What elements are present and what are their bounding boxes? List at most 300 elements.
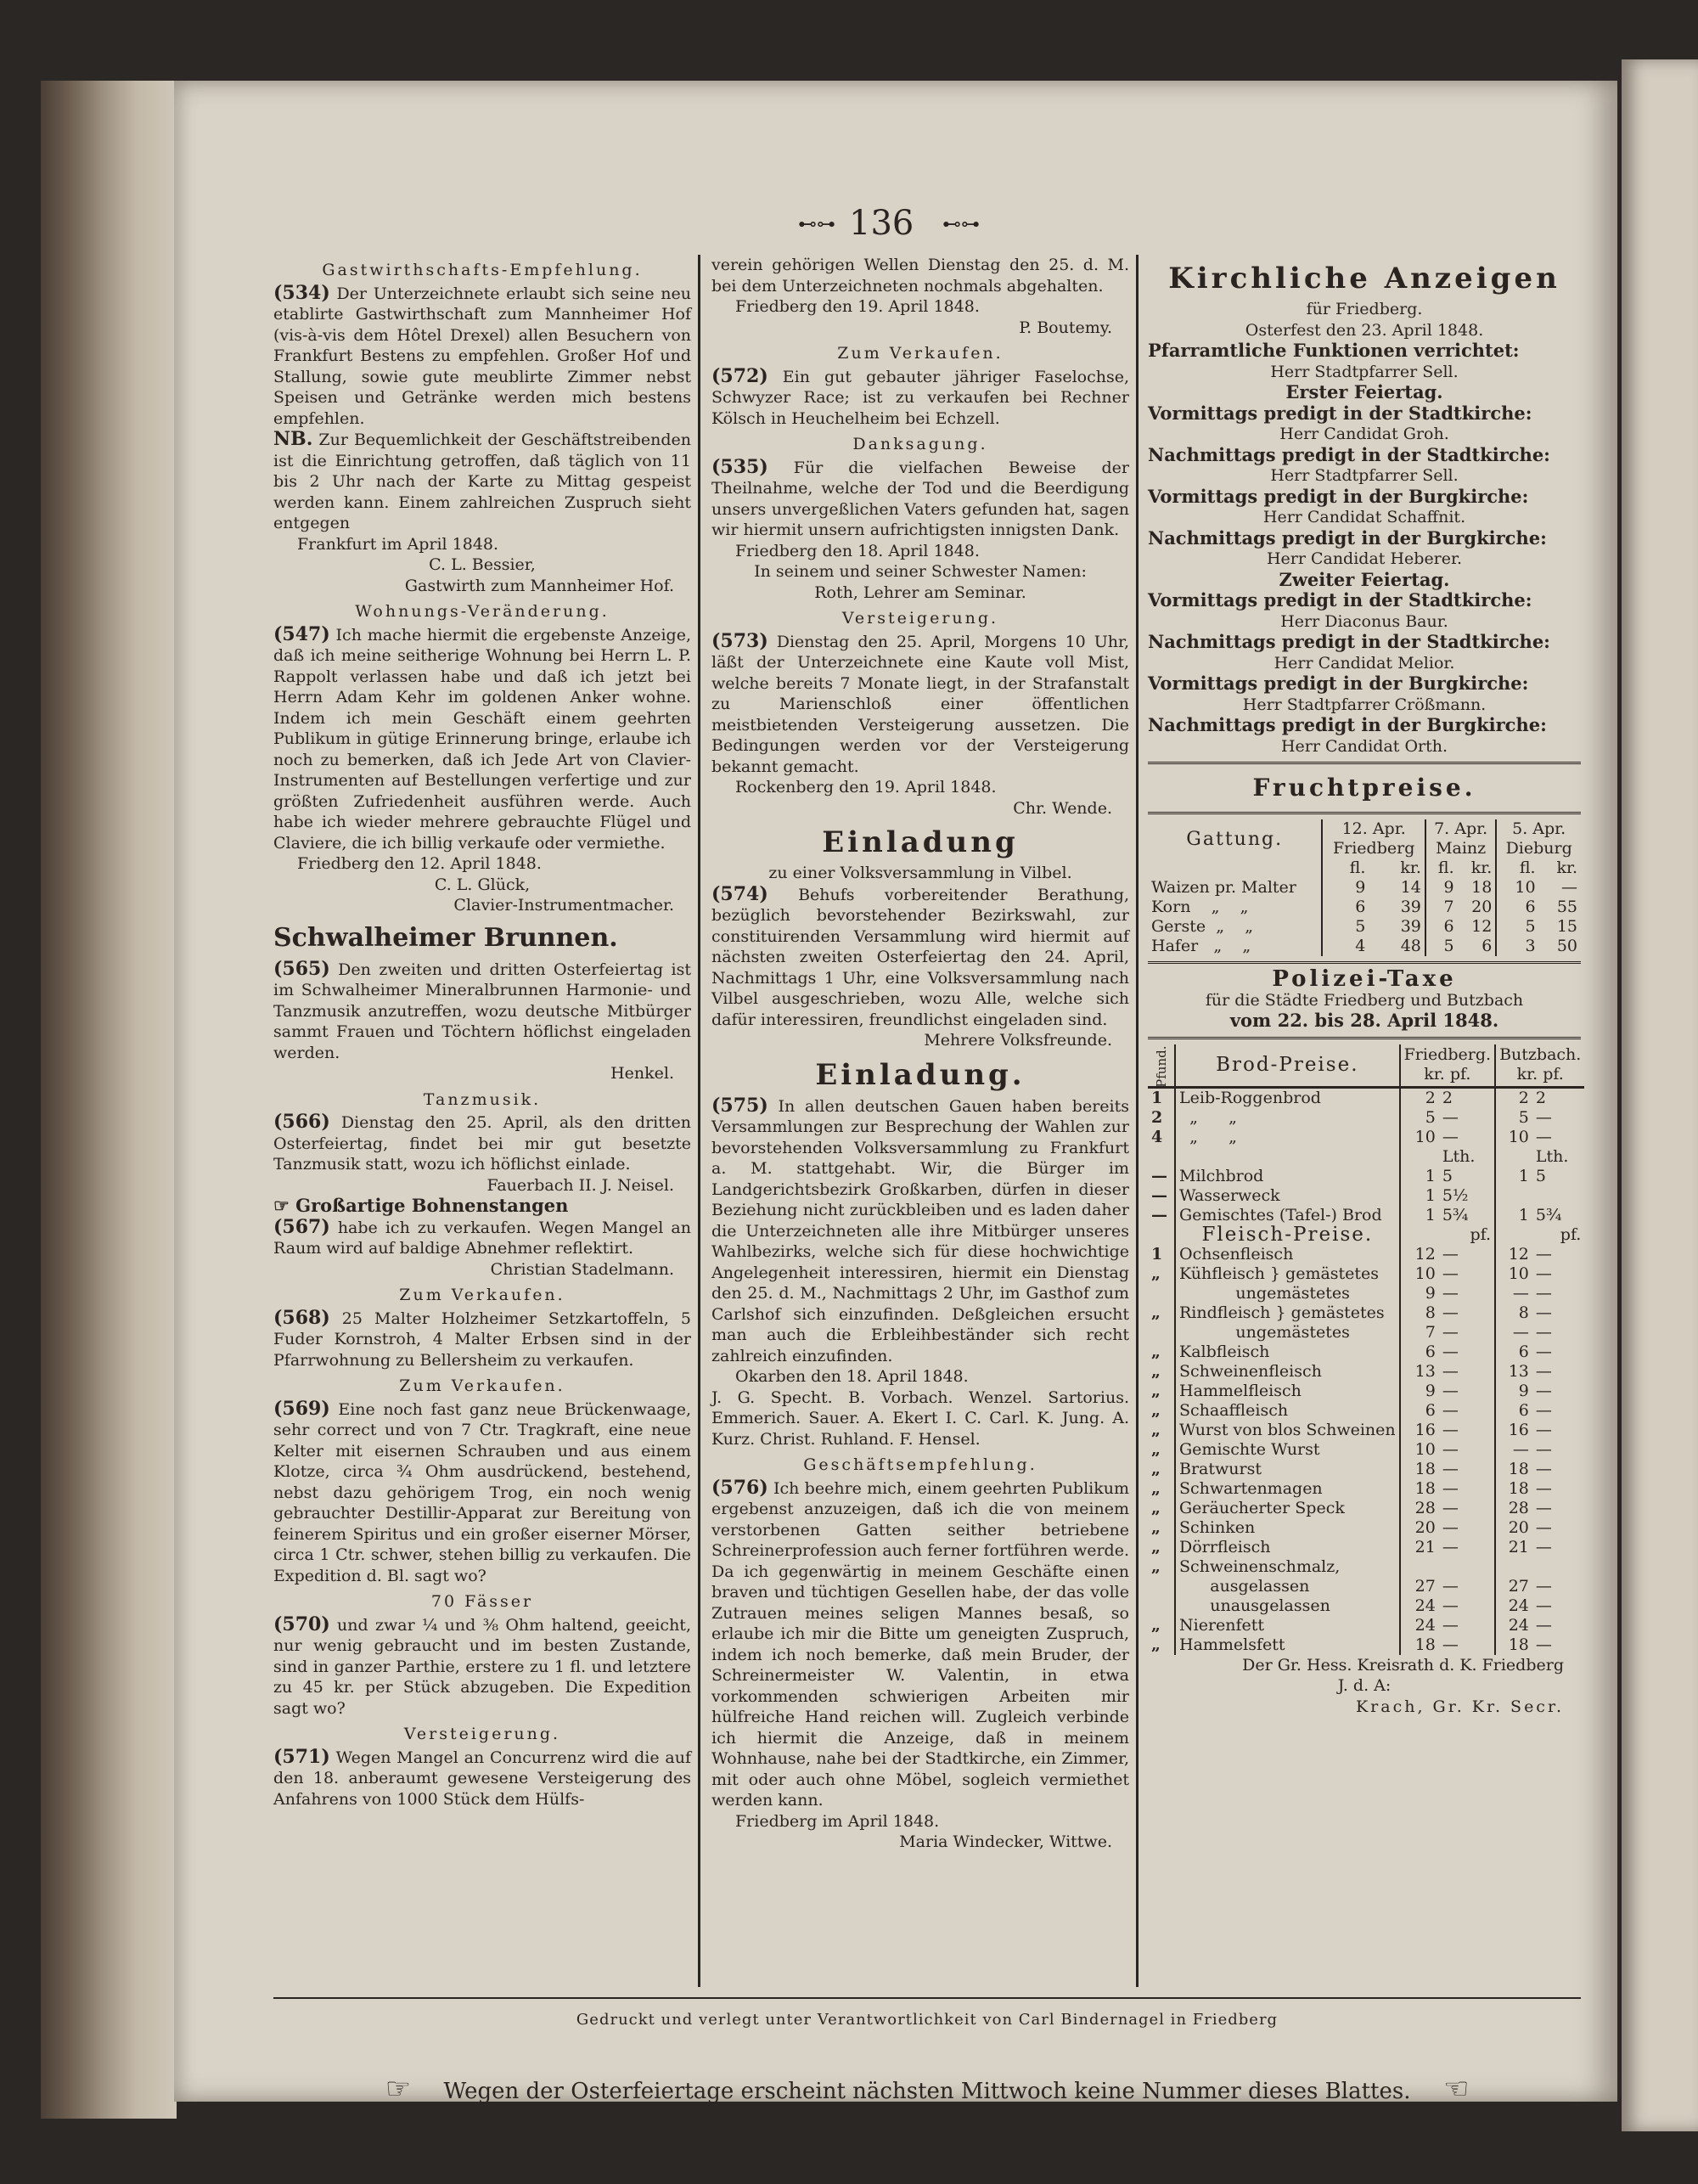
table-row	[1148, 1401, 1584, 1421]
text-line: Roth, Lehrer am Seminar.	[814, 583, 1026, 602]
price-cell: —	[1442, 1615, 1459, 1635]
price-cell: —	[1535, 1596, 1552, 1615]
unit-label: kr. pf.	[1424, 1065, 1471, 1084]
price-cell: —	[1442, 1537, 1459, 1556]
unit-label: kr.	[1400, 858, 1421, 877]
price-cell: —	[1535, 1459, 1552, 1478]
table-row	[1148, 1421, 1584, 1440]
column-middle	[711, 255, 1129, 1853]
table-row	[1148, 1167, 1584, 1186]
ad-number: (576)	[711, 1476, 768, 1499]
price-cell: 39	[1400, 898, 1421, 916]
price-cell: 6	[1482, 937, 1493, 955]
price-cell: 48	[1400, 937, 1421, 955]
text-line: Frankfurt im April 1848.	[297, 534, 499, 554]
price-cell: 9	[1400, 1382, 1439, 1401]
table-row	[1148, 1440, 1584, 1460]
quantity: „	[1151, 1342, 1161, 1361]
price-cell: 1	[1400, 1167, 1439, 1186]
table-row	[1148, 1087, 1584, 1108]
ad-text: In allen deutschen Gauen haben bereits Versammlungen zur Besprechung der Wahlen zur bevorstehenden Volksversammlung zu Frankfurt a. M. stattgehabt. Wir, die Bürger im Landgerichtsbezirk Großkarben, dürfen in dieser Beziehung nicht zurückbleiben und es laden daher die Unterzeichneten alle ihre Mitbürger unseres Wahlbezirks, welche sich für diese hochwichtige Angelegenheit interessiren, hiermit ein Dienstag den 25. d. M., Nachmittags 2 Uhr, im Gasthof zum Carlshof sich einzufinden. Deßgleichen ersucht man auch die Erbleihbeständer sich recht zahlreich einzufinden.	[711, 1096, 1129, 1365]
price-cell: —	[1442, 1517, 1459, 1537]
ad-number: (569)	[273, 1397, 330, 1420]
unit-label: fl.	[1322, 858, 1369, 878]
quantity: „	[1151, 1381, 1161, 1400]
price-cell: 8	[1400, 1303, 1439, 1323]
quantity: „	[1151, 1361, 1161, 1381]
text-line: Herr Candidat Heberer.	[1266, 549, 1463, 568]
price-cell: —	[1442, 1420, 1459, 1439]
price-cell: 6	[1495, 1401, 1532, 1421]
advertisement	[273, 1399, 691, 1587]
price-cell: 9	[1400, 1284, 1439, 1303]
price-cell: 5	[1400, 1108, 1439, 1128]
page-stack-edge	[41, 81, 177, 2119]
price-cell: 16	[1495, 1421, 1532, 1440]
quantity: „	[1151, 1400, 1161, 1420]
text-line: Pfarramtliche Funktionen verrichtet:	[1148, 340, 1520, 361]
price-cell: 7	[1425, 898, 1458, 917]
imprint: Gedruckt und verlegt unter Verantwortlichkeit von Carl Bindernagel in Friedberg	[576, 2011, 1279, 2029]
ad-number: (575)	[711, 1094, 768, 1117]
price-cell: 5½	[1442, 1185, 1469, 1205]
price-cell: 2	[1442, 1088, 1453, 1107]
unit-label: pf.	[1470, 1224, 1492, 1244]
section-heading: Erster Feiertag.	[1285, 381, 1443, 402]
price-cell: 5¾	[1535, 1205, 1562, 1224]
place-header: Mainz	[1425, 839, 1496, 858]
text-line: In seinem und seiner Schwester Namen:	[754, 562, 1087, 581]
ornament-right: ⊷⊶	[942, 214, 980, 235]
grain-type: Waizen pr. Malter	[1151, 878, 1296, 897]
price-cell: 10	[1400, 1440, 1439, 1460]
item-name: Wurst von blos Schweinen	[1175, 1421, 1400, 1440]
quantity: „	[1151, 1635, 1161, 1654]
city-header	[1495, 1044, 1584, 1088]
table-row	[1148, 1303, 1584, 1323]
section-heading: Wohnungs-Veränderung.	[355, 602, 610, 621]
price-cell: 10	[1496, 878, 1538, 898]
unit-label: kr. pf.	[1516, 1065, 1564, 1084]
price-cell: 50	[1556, 937, 1577, 955]
item-name: Geräucherter Speck	[1175, 1499, 1400, 1518]
pointing-hand-icon: ☞	[1442, 2072, 1470, 2106]
item-name: ungemästetes	[1175, 1323, 1400, 1342]
price-cell: —	[1442, 1283, 1459, 1303]
text-line: C. L. Glück,	[434, 875, 531, 894]
price-cell: 5	[1322, 917, 1369, 937]
price-cell: —	[1495, 1284, 1532, 1303]
ad-number: (547)	[273, 622, 330, 645]
price-cell: 18	[1495, 1479, 1532, 1499]
price-cell: —	[1535, 1127, 1552, 1146]
price-cell: 24	[1400, 1616, 1439, 1635]
text-line: zu einer Volksversammlung in Vilbel.	[768, 864, 1072, 882]
table-row	[1148, 878, 1581, 898]
price-cell: —	[1535, 1478, 1552, 1498]
ad-number: (567)	[273, 1215, 330, 1238]
price-cell: 10	[1495, 1128, 1532, 1147]
price-cell: —	[1442, 1107, 1459, 1127]
price-cell: 18	[1471, 878, 1493, 897]
advertisement	[711, 631, 1129, 778]
text-line: Nachmittags predigt in der Stadtkirche:	[1148, 631, 1550, 652]
notice-text: Wegen der Osterfeiertage erscheint nächsten Mittwoch keine Nummer dieses Blattes.	[443, 2079, 1411, 2104]
text-line: Henkel.	[610, 1064, 674, 1083]
text-line: Clavier-Instrumentmacher.	[453, 896, 674, 915]
ad-text: Der Unterzeichnete erlaubt sich seine neu etablirte Gastwirthschaft zum Mannheimer Hof (vis-à-vis dem Hôtel Drexel) allen Besuchern von Frankfurt Bestens zu empfehlen. Großer Hof und Stallung, sowie gute meublirte Zimmer nebst Speisen und Getränke werden mich bestens empfehlen.	[273, 284, 691, 428]
quantity: „	[1151, 1537, 1161, 1556]
section-heading: Tanzmusik.	[423, 1089, 542, 1109]
text-line: Vormittags predigt in der Burgkirche:	[1148, 673, 1529, 694]
item-name: unausgelassen	[1175, 1596, 1400, 1616]
price-cell: —	[1535, 1400, 1552, 1420]
advertisement	[273, 1308, 691, 1371]
ad-number: NB.	[273, 428, 313, 450]
price-cell: —	[1442, 1459, 1459, 1478]
quantity: „	[1151, 1303, 1161, 1322]
price-cell: 16	[1400, 1421, 1439, 1440]
price-cell: 5	[1495, 1108, 1532, 1128]
place-header: Friedberg	[1322, 839, 1425, 858]
price-cell	[1495, 1186, 1532, 1206]
police-tax-title: Polizei-Taxe	[1272, 966, 1457, 992]
ad-text: verein gehörigen Wellen Dienstag den 25. d. M. bei dem Unterzeichneten nochmals abgehalten.	[711, 256, 1129, 296]
ad-number: (572)	[711, 364, 768, 387]
type-header: Gattung.	[1186, 828, 1284, 850]
table-row	[1148, 1557, 1584, 1577]
price-cell: 27	[1495, 1577, 1532, 1596]
price-cell: —	[1442, 1576, 1459, 1596]
divider	[1148, 762, 1581, 764]
text-line: Herr Candidat Orth.	[1280, 736, 1448, 756]
section-heading: Gastwirthschafts-Empfehlung.	[322, 261, 643, 279]
table-row	[1148, 1128, 1584, 1147]
section-heading: Versteigerung.	[403, 1725, 561, 1743]
section-heading: Zweiter Feiertag.	[1279, 568, 1450, 590]
ad-text: Für die vielfachen Beweise der Theilnahme, welche der Tod und die Beerdigung unsers unvergeßlichen Vaters gefunden hat, sagen wir hiermit unsern aufrichtigsten innigsten Dank.	[711, 458, 1129, 539]
text-line: Osterfest den 23. April 1848.	[1245, 320, 1484, 340]
text-line: Herr Candidat Groh.	[1279, 425, 1449, 443]
quantity: 1	[1151, 1244, 1163, 1264]
price-cell: 6	[1425, 917, 1458, 937]
ad-number: (573)	[711, 629, 768, 652]
table-row	[1148, 937, 1581, 956]
item-name: Ochsenfleisch	[1175, 1245, 1400, 1264]
table-row	[1148, 1460, 1584, 1479]
price-cell: —	[1561, 878, 1577, 897]
quantity	[1148, 1284, 1175, 1303]
table-row	[1148, 1479, 1584, 1499]
advertisement	[711, 884, 1129, 1031]
advertisement	[711, 457, 1129, 541]
fruit-prices-title: Fruchtpreise.	[1252, 774, 1476, 802]
text-line: Vormittags predigt in der Stadtkirche:	[1148, 402, 1532, 424]
quantity: —	[1151, 1166, 1167, 1185]
item-name: ausgelassen	[1175, 1577, 1400, 1596]
price-cell: —	[1535, 1537, 1552, 1556]
quantity: „	[1151, 1420, 1161, 1439]
item-name: Nierenfett	[1175, 1616, 1400, 1635]
table-row	[1148, 1206, 1584, 1225]
text-line: Herr Candidat Melior.	[1274, 653, 1455, 673]
date-header: 5. Apr.	[1496, 819, 1581, 839]
price-cell: —	[1495, 1440, 1532, 1460]
church-notices	[1148, 260, 1581, 757]
quantity: 4	[1151, 1127, 1163, 1146]
price-cell: 20	[1471, 898, 1493, 916]
city-header	[1400, 1044, 1495, 1088]
city-name: Butzbach.	[1499, 1045, 1582, 1065]
ad-text: Ein gut gebauter jähriger Faselochse, Schwyzer Race; ist zu verkaufen bei Rechner Kölsch in Heuchelheim bei Echzell.	[711, 367, 1129, 428]
text-line: Friedberg den 12. April 1848.	[297, 854, 542, 873]
price-cell: —	[1535, 1576, 1552, 1596]
price-cell: —	[1442, 1498, 1459, 1517]
text-line: Maria Windecker, Wittwe.	[899, 1832, 1112, 1851]
advertisement	[273, 429, 691, 534]
place-header: Dieburg	[1496, 839, 1581, 858]
ad-text: habe ich zu verkaufen. Wegen Mangel an Raum wird auf baldige Abnehmer reflektirt.	[273, 1218, 691, 1258]
item-name: Schwartenmagen	[1175, 1479, 1400, 1499]
item-name: Bratwurst	[1175, 1460, 1400, 1479]
advertisement	[273, 1747, 691, 1810]
price-cell: 55	[1556, 898, 1577, 916]
section-heading: Einladung	[822, 825, 1019, 859]
quantity	[1148, 1323, 1175, 1342]
police-tax-table	[1148, 1044, 1584, 1655]
price-cell	[1532, 1557, 1584, 1577]
price-cell: 27	[1400, 1577, 1439, 1596]
price-cell: 18	[1400, 1479, 1439, 1499]
column-right	[1148, 255, 1581, 1717]
price-cell: 6	[1496, 898, 1538, 917]
ad-text: Den zweiten und dritten Osterfeiertag ist im Schwalheimer Mineralbrunnen Harmonie- und Tanzmusik anzutreffen, wozu deutsche Mitbürger sammt Frauen und Töchtern höflichst eingeladen werden.	[273, 960, 691, 1062]
price-cell: 18	[1400, 1460, 1439, 1479]
table-row	[1148, 898, 1581, 917]
text-line: C. L. Bessier,	[429, 555, 536, 574]
price-cell: 1	[1495, 1206, 1532, 1225]
price-cell: —	[1442, 1264, 1459, 1283]
price-cell: 13	[1495, 1362, 1532, 1382]
price-cell: 8	[1495, 1303, 1532, 1323]
price-cell: —	[1535, 1420, 1552, 1439]
price-cell	[1439, 1557, 1495, 1577]
quantity: 1	[1151, 1088, 1163, 1107]
item-name: Schweinenfleisch	[1175, 1362, 1400, 1382]
date-header: 12. Apr.	[1322, 819, 1425, 839]
section-heading: Einladung.	[815, 1057, 1026, 1092]
price-cell: —	[1442, 1381, 1459, 1400]
table-row	[1148, 1635, 1584, 1655]
advertisement	[273, 283, 691, 430]
quantity: 2	[1151, 1107, 1163, 1127]
text-line: Herr Candidat Schaffnit.	[1262, 508, 1466, 526]
section-heading: Kirchliche Anzeigen	[1168, 262, 1560, 296]
text-line: für Friedberg.	[1306, 300, 1423, 318]
section-heading: Zum Verkaufen.	[399, 1286, 565, 1304]
city-name: Friedberg.	[1403, 1045, 1492, 1065]
price-cell: 3	[1496, 937, 1538, 956]
price-cell: —	[1535, 1342, 1552, 1361]
price-cell: 2	[1400, 1087, 1439, 1108]
price-cell: —	[1442, 1635, 1459, 1654]
ad-number: (574)	[711, 882, 768, 905]
text-line: Vormittags predigt in der Stadtkirche:	[1148, 589, 1532, 611]
divider	[1148, 812, 1581, 814]
price-cell: —	[1442, 1322, 1459, 1342]
ad-number: (535)	[711, 455, 768, 478]
advertisement	[273, 624, 691, 854]
signature-line: Der Gr. Hess. Kreisrath d. K. Friedberg	[1242, 1655, 1564, 1675]
text-line: Christian Stadelmann.	[490, 1259, 674, 1279]
quantity: „	[1151, 1498, 1161, 1517]
section-heading: Zum Verkaufen.	[399, 1376, 565, 1395]
price-cell: 15	[1556, 917, 1577, 936]
unit-label: Lth.	[1535, 1146, 1569, 1166]
police-tax-dates: vom 22. bis 28. April 1848.	[1229, 1010, 1499, 1031]
grain-type: Gerste „ „	[1151, 917, 1254, 936]
footer-rule	[273, 1997, 1581, 1999]
item-name: Milchbrod	[1175, 1167, 1400, 1186]
price-cell: 1	[1400, 1206, 1439, 1225]
price-cell: —	[1535, 1498, 1552, 1517]
column-rule	[698, 255, 700, 1987]
notice	[273, 2072, 1581, 2106]
price-cell: 18	[1495, 1460, 1532, 1479]
table-row	[1148, 1538, 1584, 1557]
price-cell: 5	[1496, 917, 1538, 937]
price-cell: —	[1442, 1361, 1459, 1381]
price-cell: 5	[1425, 937, 1458, 956]
table-row	[1148, 1616, 1584, 1635]
price-cell: 20	[1400, 1518, 1439, 1538]
table-row	[1148, 1499, 1584, 1518]
table-row	[1148, 1596, 1584, 1616]
ad-number: (565)	[273, 957, 330, 980]
ad-text: Wegen Mangel an Concurrenz wird die auf den 18. anberaumt gewesene Versteigerung des Anfahrens von 1000 Stück dem Hülfs-	[273, 1748, 691, 1809]
price-cell: 21	[1495, 1538, 1532, 1557]
price-cell: 6	[1400, 1342, 1439, 1362]
item-name: Hammelsfett	[1175, 1635, 1400, 1655]
text-line: Herr Stadtpfarrer Sell.	[1270, 466, 1459, 485]
ad-number: (571)	[273, 1745, 330, 1768]
advertisement	[273, 1112, 691, 1175]
price-cell: 6	[1495, 1342, 1532, 1362]
price-cell: 2	[1535, 1088, 1546, 1107]
price-cell: —	[1535, 1361, 1552, 1381]
ad-text: Behufs vorbereitender Berathung, bezüglich bevorstehender Bezirkswahl, zur constituirenden Versammlung wird hiermit auf nächsten zweiten Osterfeiertag den 24. April, Nachmittags 1 Uhr, eine Volksversammlung nach Vilbel ausgeschrieben, wozu Alle, welche sich dafür interessiren, freundlichst eingeladen sind.	[711, 885, 1129, 1029]
signature-line: J. d. A:	[1337, 1676, 1392, 1696]
price-cell	[1495, 1557, 1532, 1577]
table-row	[1148, 1382, 1584, 1401]
pointing-hand-icon: ☞	[385, 2072, 412, 2106]
ad-number: (568)	[273, 1306, 330, 1329]
item-name: Kühfleisch } gemästetes	[1175, 1264, 1400, 1284]
grain-type: Korn „ „	[1151, 898, 1249, 916]
text-line: Herr Stadtpfarrer Sell.	[1270, 362, 1459, 381]
table-row	[1148, 1362, 1584, 1382]
table-row	[1148, 1245, 1584, 1264]
price-cell: 18	[1495, 1635, 1532, 1655]
price-cell: —	[1535, 1322, 1552, 1342]
ornament-left: ⊷⊶	[798, 214, 835, 235]
item-name: Schaaffleisch	[1175, 1401, 1400, 1421]
column-left	[273, 255, 691, 1810]
text-line: Herr Diaconus Baur.	[1280, 611, 1448, 631]
advertisement	[711, 1388, 1129, 1450]
text-line: Nachmittags predigt in der Burgkirche:	[1148, 714, 1547, 735]
signature-line: Krach, Gr. Kr. Secr.	[1355, 1697, 1564, 1716]
ad-number: (566)	[273, 1111, 330, 1133]
ad-text: J. G. Specht. B. Vorbach. Wenzel. Sartorius. Emmerich. Sauer. A. Ekert I. C. Carl. K. Jung. A. Kurz. Christ. Ruhland. F. Hensel.	[711, 1388, 1129, 1449]
price-cell: —	[1535, 1615, 1552, 1635]
divider	[1148, 961, 1581, 964]
price-cell: —	[1442, 1244, 1459, 1264]
price-cell: —	[1535, 1381, 1552, 1400]
item-name: Schweinenschmalz,	[1175, 1557, 1400, 1577]
item-name: Leib-Roggenbrod	[1175, 1087, 1400, 1108]
price-cell	[1400, 1557, 1439, 1577]
price-cell: 12	[1471, 917, 1493, 936]
quantity: „	[1151, 1517, 1161, 1537]
ad-number: (570)	[273, 1613, 330, 1635]
price-cell: —	[1442, 1342, 1459, 1361]
price-cell: 28	[1400, 1499, 1439, 1518]
text-line: ☞ Großartige Bohnenstangen	[273, 1195, 569, 1216]
item-name: Kalbfleisch	[1175, 1342, 1400, 1362]
text-line: Nachmittags predigt in der Burgkirche:	[1148, 526, 1547, 549]
unit-label: kr.	[1470, 858, 1493, 877]
adjacent-page-edge	[1622, 59, 1698, 2131]
price-cell: 20	[1495, 1518, 1532, 1538]
advertisement	[273, 1217, 691, 1259]
divider	[1148, 1037, 1581, 1039]
text-line: Gastwirth zum Mannheimer Hof.	[404, 576, 674, 595]
meat-header: Fleisch-Preise.	[1175, 1225, 1400, 1245]
advertisement	[711, 1478, 1129, 1811]
text-line: Herr Stadtpfarrer Crößmann.	[1242, 695, 1487, 714]
price-cell: —	[1535, 1107, 1552, 1127]
table-row	[1148, 1323, 1584, 1342]
section-heading: Danksagung.	[852, 435, 988, 453]
price-cell: —	[1535, 1439, 1552, 1459]
table-row	[1148, 1284, 1584, 1303]
section-heading: Geschäftsempfehlung.	[803, 1455, 1037, 1474]
fruit-price-table	[1148, 819, 1581, 956]
price-cell: 4	[1322, 937, 1369, 956]
price-cell: 24	[1495, 1616, 1532, 1635]
table-row	[1148, 917, 1581, 937]
item-name: Schinken	[1175, 1518, 1400, 1538]
unit-label: Lth.	[1442, 1146, 1476, 1166]
price-cell: —	[1535, 1635, 1552, 1654]
table-row	[1148, 1108, 1584, 1128]
price-cell: —	[1442, 1400, 1459, 1420]
quantity: —	[1151, 1185, 1167, 1205]
unit-label: kr.	[1556, 858, 1577, 877]
price-cell: 24	[1495, 1596, 1532, 1616]
price-cell: —	[1535, 1283, 1552, 1303]
section-heading: Zum Verkaufen.	[837, 344, 1004, 363]
text-line: Vormittags predigt in der Burgkirche:	[1148, 485, 1529, 507]
price-cell: —	[1535, 1303, 1552, 1322]
price-cell	[1532, 1186, 1584, 1206]
table-row	[1148, 1264, 1584, 1284]
price-cell: —	[1535, 1517, 1552, 1537]
grain-type: Hafer „ „	[1151, 937, 1251, 955]
table-row	[1148, 1342, 1584, 1362]
price-cell: 21	[1400, 1538, 1439, 1557]
